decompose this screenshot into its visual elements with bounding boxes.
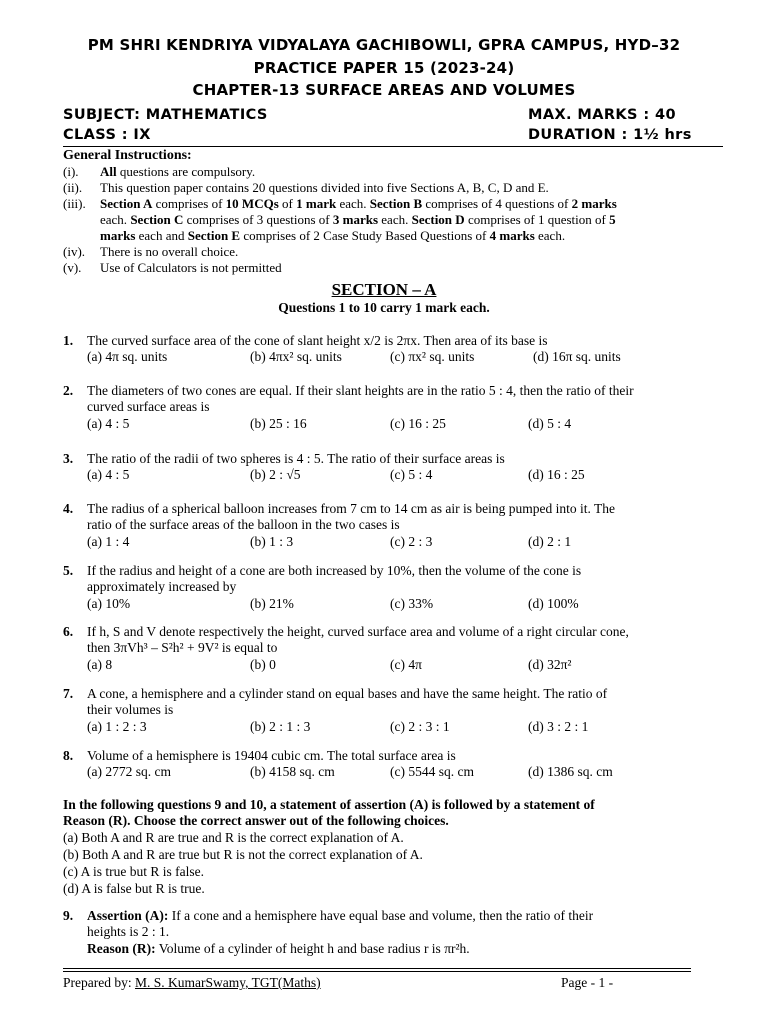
- ar-choice: (d) A is false but R is true.: [63, 881, 205, 896]
- assertion-reason-intro: Reason (R). Choose the correct answer out of the following choices.: [63, 813, 449, 828]
- option-a: (a) 4 : 5: [87, 416, 130, 431]
- question-9: 9. Assertion (A): If a cone and a hemisphere have equal base and volume, then the ratio of their heights is 2 : 1. Reason (R): Volume of a cylinder of height h and base radius r is πr²h.: [63, 908, 594, 956]
- question-5: 5. If the radius and height of a cone are both increased by 10%, then the volume of the cone is approximately increased by (a) 10% (b) 21% (c) 33% (d) 100%: [63, 563, 582, 611]
- option-a: (a) 2772 sq. cm: [87, 764, 171, 779]
- question-8: 8. Volume of a hemisphere is 19404 cubic cm. The total surface area is (a) 2772 sq. cm (b) 4158 sq. cm (c) 5544 sq. cm (d) 1386 sq. cm: [63, 748, 613, 779]
- option-a: (a) 4 : 5: [87, 467, 130, 482]
- question-1: 1. The curved surface area of the cone of slant height x/2 is 2πx. Then area of its base is (a) 4π sq. units (b) 4πx² sq. units (c) πx² sq. units (d) 16π sq. units: [63, 333, 621, 364]
- instructions-title: General Instructions:: [63, 148, 192, 163]
- option-d: (d) 3 : 2 : 1: [528, 719, 589, 734]
- option-d: (d) 16 : 25: [528, 467, 585, 482]
- option-b: (b) 25 : 16: [250, 416, 307, 431]
- ar-choice: (b) Both A and R are true but R is not the correct explanation of A.: [63, 847, 423, 862]
- header-divider: [63, 146, 723, 147]
- option-a: (a) 4π sq. units: [87, 349, 168, 364]
- option-b: (b) 0: [250, 657, 276, 672]
- option-a: (a) 1 : 2 : 3: [87, 719, 147, 734]
- instruction-item: (iii). Section A comprises of 10 MCQs of 1 mark each. Section B comprises of 4 questions of 2 marks each. Section C comprises of 3 questions of 3 marks each. Section D comprises of 1 question of 5 marks each and Section E comprises of 2 Case Study Based Questions of 4 marks each.: [63, 196, 617, 243]
- option-d: (d) 1386 sq. cm: [528, 764, 613, 779]
- author-name: M. S. KumarSwamy, TGT(Maths): [134, 975, 321, 990]
- option-a: (a) 1 : 4: [87, 534, 130, 549]
- option-c: (c) 2 : 3 : 1: [390, 719, 450, 734]
- footer-divider: [63, 968, 691, 969]
- ar-choice: (c) A is true but R is false.: [63, 864, 204, 879]
- question-6: 6. If h, S and V denote respectively the height, curved surface area and volume of a right circular cone, then 3πVh³ – S²h² + 9V² is equal to (a) 8 (b) 0 (c) 4π (d) 32π²: [63, 624, 629, 672]
- option-d: (d) 5 : 4: [528, 416, 572, 431]
- option-c: (c) 2 : 3: [390, 534, 433, 549]
- ar-choice: (a) Both A and R are true and R is the correct explanation of A.: [63, 830, 404, 845]
- option-b: (b) 21%: [250, 596, 294, 611]
- option-b: (b) 4πx² sq. units: [250, 349, 342, 364]
- section-subtitle: Questions 1 to 10 carry 1 mark each.: [278, 300, 490, 315]
- chapter-title: CHAPTER-13 SURFACE AREAS AND VOLUMES: [192, 81, 576, 99]
- section-title: SECTION – A: [331, 280, 437, 299]
- option-c: (c) 5544 sq. cm: [390, 764, 474, 779]
- class-label: CLASS : IX: [63, 127, 151, 143]
- option-d: (d) 2 : 1: [528, 534, 572, 549]
- assertion-reason-intro: In the following questions 9 and 10, a statement of assertion (A) is followed by a statement of: [63, 797, 595, 812]
- question-3: 3. The ratio of the radii of two spheres is 4 : 5. The ratio of their surface areas is (a) 4 : 5 (b) 2 : √5 (c) 5 : 4 (d) 16 : 25: [63, 451, 585, 482]
- option-d: (d) 32π²: [528, 657, 572, 672]
- option-b: (b) 4158 sq. cm: [250, 764, 335, 779]
- question-4: 4. The radius of a spherical balloon increases from 7 cm to 14 cm as air is being pumped into it. The ratio of the surface areas of the balloon in the two cases is (a) 1 : 4 (b) 1 : 3 (c) 2 : 3 (d) 2 : 1: [63, 501, 615, 549]
- footer-divider: [63, 971, 691, 972]
- option-d: (d) 16π sq. units: [533, 349, 621, 364]
- document-page: PM SHRI KENDRIYA VIDYALAYA GACHIBOWLI, GPRA CAMPUS, HYD–32 PRACTICE PAPER 15 (2023-24) CHAPTER-13 SURFACE AREAS AND VOLUMES SUBJECT: MATHEMATICS MAX. MARKS : 40 CLASS : IX DURATION : 1½ hrs General Instructions: (i). All questions are compulsory. (ii). This question paper contains 20 questions divided into five Sections A, B, C, D and E. (iii). Section A comprises of 10 MCQs of 1 mark each. Section B comprises of 4 questions of 2 marks each. Section C comprises of 3 questions of 3 marks each. Section D comprises of 1 question of 5 marks each and Section E comprises of 2 Case Study Based Questions of 4 marks each. (iv). There is no overall choice. (v). Use of Calculators is not permitted SECTION – A Questions 1 to 10 carry 1 mark each. 1. The curved surface area of the cone of slant height x/2 is 2πx. Then area of its base is (a) 4π sq. units (b) 4πx² sq. units (c) πx² sq. units (d) 16π sq. units 2. The diameters of two cones are equal. If their slant heights are in the ratio 5 : 4, then the ratio of their curved surface areas is (a) 4 : 5 (b) 25 : 16 (c) 16 : 25 (d) 5 : 4 3. The ratio of the radii of two spheres is 4 : 5. The ratio of their surface areas is (a) 4 : 5 (b) 2 : √5 (c) 5 : 4 (d) 16 : 25 4. The radius of a spherical balloon increases from 7 cm to 14 cm as air is being pumped into it. The ratio of the surface areas of the balloon in the two cases is (a) 1 : 4 (b) 1 : 3 (c) 2 : 3 (d) 2 : 1 5. If the radius and height of a cone are both increased by 10%, then the volume of the cone is approximately increased by (a) 10% (b) 21% (c) 33% (d) 100% 6. If h, S and V denote respectively the height, curved surface area and volume of a right circular cone, then 3πVh³ – S²h² + 9V² is equal to (a) 8 (b) 0 (c) 4π (d) 32π² 7. A cone, a hemisphere and a cylinder stand on equal bases and have the same height. The ratio of their volumes is (a) 1 : 2 : 3 (b) 2 : 1 : 3 (c) 2 : 3 : 1 (d) 3 : 2 : 1 8. Volume of a hemisphere is 19404 cubic cm. The total surface area is (a) 2772 sq. cm (b) 4158 sq. cm (c) 5544 sq. cm (d) 1386 sq. cm In the following questions 9 and 10, a statement of assertion (A) is followed by a statement of Reason (R). Choose the correct answer out of the following choices. (a) Both A and R are true and R is the correct explanation of A. (b) Both A and R are true but R is not the correct explanation of A. (c) A is true but R is false. (d) A is false but R is true. 9. Assertion (A): If a cone and a hemisphere have equal base and volume, then the ratio of their heights is 2 : 1. Reason (R): Volume of a cylinder of height h and base radius r is πr²h. Prepared by: M. S. KumarSwamy, TGT(Maths) Page - 1 -: [0, 0, 768, 1024]
- page-number: Page - 1 -: [561, 975, 614, 990]
- prepared-by-label: Prepared by:: [63, 975, 135, 990]
- option-c: (c) 5 : 4: [390, 467, 433, 482]
- option-c: (c) 16 : 25: [390, 416, 446, 431]
- question-2: 2. The diameters of two cones are equal. If their slant heights are in the ratio 5 : 4, then the ratio of their curved surface areas is (a) 4 : 5 (b) 25 : 16 (c) 16 : 25 (d) 5 : 4: [63, 383, 634, 431]
- option-b: (b) 2 : 1 : 3: [250, 719, 311, 734]
- question-7: 7. A cone, a hemisphere and a cylinder stand on equal bases and have the same height. The ratio of their volumes is (a) 1 : 2 : 3 (b) 2 : 1 : 3 (c) 2 : 3 : 1 (d) 3 : 2 : 1: [63, 686, 608, 734]
- option-a: (a) 10%: [87, 596, 131, 611]
- subject-label: SUBJECT: MATHEMATICS: [63, 107, 268, 123]
- max-marks: MAX. MARKS : 40: [528, 107, 676, 123]
- duration: DURATION : 1½ hrs: [528, 127, 692, 143]
- option-c: (c) 4π: [390, 657, 422, 672]
- option-c: (c) 33%: [390, 596, 434, 611]
- school-name: PM SHRI KENDRIYA VIDYALAYA GACHIBOWLI, GPRA CAMPUS, HYD–32: [87, 36, 681, 54]
- option-b: (b) 1 : 3: [250, 534, 294, 549]
- option-d: (d) 100%: [528, 596, 579, 611]
- option-c: (c) πx² sq. units: [390, 349, 475, 364]
- footer: [63, 975, 691, 991]
- option-b: (b) 2 : √5: [250, 467, 301, 482]
- paper-title: PRACTICE PAPER 15 (2023-24): [253, 59, 515, 77]
- option-a: (a) 8: [87, 657, 113, 672]
